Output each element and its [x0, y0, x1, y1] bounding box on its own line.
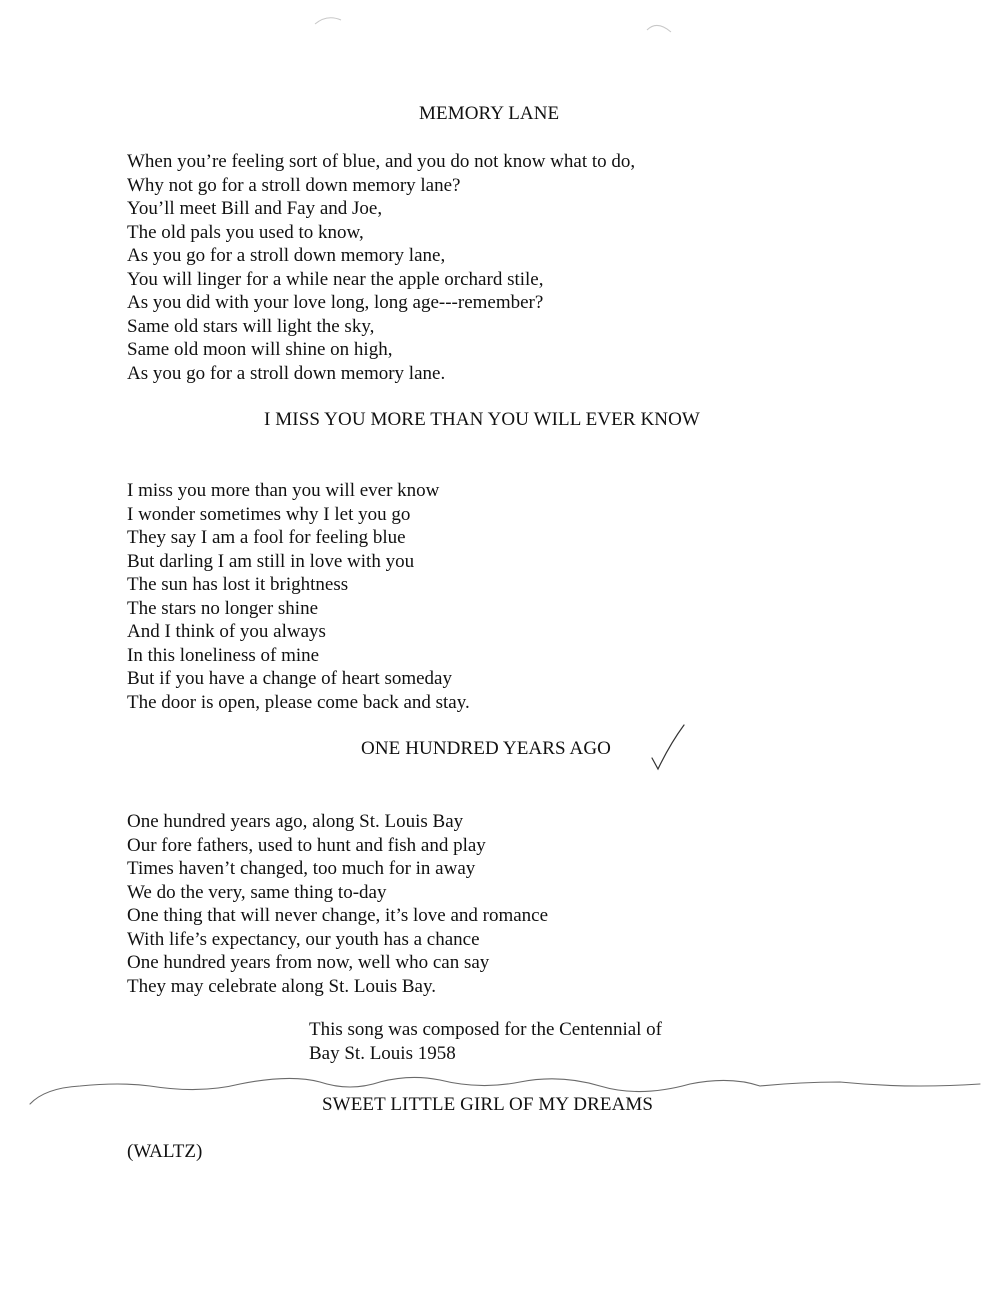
punch-hole-arc-left — [313, 14, 343, 26]
song-title-sweet-little-girl: SWEET LITTLE GIRL OF MY DREAMS — [322, 1094, 654, 1115]
lyrics-memory-lane — [127, 150, 635, 385]
lyric-line: Why not go for a stroll down memory lane? — [127, 174, 461, 196]
waltz-label: (WALTZ) — [127, 1141, 203, 1162]
lyric-line: I miss you more than you will ever know — [127, 480, 440, 501]
lyric-line: Our fore fathers, used to hunt and fish and play — [127, 834, 486, 856]
composition-note — [309, 1018, 662, 1065]
lyric-line: But if you have a change of heart someday — [127, 668, 452, 689]
song-title-one-hundred-years-ago: ONE HUNDRED YEARS AGO — [361, 738, 611, 759]
song-title-i-miss-you: I MISS YOU MORE THAN YOU WILL EVER KNOW — [264, 409, 700, 430]
lyric-line: And I think of you always — [127, 621, 326, 642]
song-title-memory-lane: MEMORY LANE — [419, 103, 560, 124]
checkmark-icon — [650, 722, 690, 772]
note-line-1: This song was composed for the Centennial of — [309, 1019, 663, 1040]
lyric-line: One thing that will never change, it’s love and romance — [127, 905, 549, 926]
note-line-2: Bay St. Louis 1958 — [309, 1042, 456, 1064]
punch-hole-arc-right — [645, 20, 675, 36]
lyric-line: In this loneliness of mine — [127, 644, 320, 666]
lyric-line: But darling I am still in love with you — [127, 550, 415, 572]
lyric-line: As you go for a stroll down memory lane. — [127, 362, 446, 384]
lyric-line: As you did with your love long, long age---remember? — [127, 292, 544, 313]
lyric-line: As you go for a stroll down memory lane, — [127, 245, 446, 266]
lyric-line: The old pals you used to know, — [127, 221, 364, 243]
lyric-line: When you’re feeling sort of blue, and you do not know what to do, — [127, 151, 636, 172]
lyric-line: You’ll meet Bill and Fay and Joe, — [127, 198, 383, 219]
lyrics-one-hundred-years-ago — [127, 810, 548, 998]
lyric-line: One hundred years from now, well who can say — [127, 952, 490, 973]
lyric-line: Times haven’t changed, too much for in away — [127, 858, 476, 879]
lyric-line: You will linger for a while near the apple orchard stile, — [127, 268, 544, 290]
lyric-line: We do the very, same thing to-day — [127, 881, 387, 903]
lyric-line: The sun has lost it brightness — [127, 574, 349, 595]
lyric-line: Same old stars will light the sky, — [127, 315, 375, 337]
lyric-line: Same old moon will shine on high, — [127, 339, 393, 360]
lyric-line: One hundred years ago, along St. Louis Bay — [127, 811, 464, 832]
lyric-line: They say I am a fool for feeling blue — [127, 527, 406, 548]
lyric-line: With life’s expectancy, our youth has a chance — [127, 928, 480, 950]
lyric-line: I wonder sometimes why I let you go — [127, 503, 411, 525]
lyric-line: The stars no longer shine — [127, 597, 319, 619]
lyric-line: The door is open, please come back and stay. — [127, 691, 470, 713]
lyric-line: They may celebrate along St. Louis Bay. — [127, 975, 437, 997]
lyrics-i-miss-you — [127, 479, 470, 714]
